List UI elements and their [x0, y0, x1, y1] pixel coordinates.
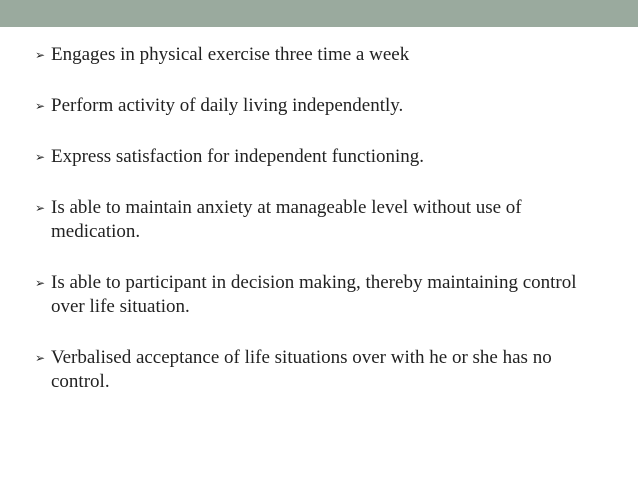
bullet-text: Verbalised acceptance of life situations over with he or she has no control.: [51, 347, 552, 392]
arrowhead-right-icon: ➢: [35, 99, 46, 113]
bullet-text: Engages in physical exercise three time a week: [51, 44, 410, 65]
bullet-item: [34, 43, 614, 67]
header-accent-bar: [0, 0, 638, 27]
bullet-text: Express satisfaction for independent functioning.: [51, 146, 425, 167]
bullet-text: Is able to maintain anxiety at manageable level without use of medication.: [51, 197, 522, 242]
bullet-item: [34, 196, 614, 244]
bullet-item: [34, 346, 614, 394]
arrowhead-right-icon: ➢: [35, 351, 46, 365]
bullet-item: [34, 94, 614, 118]
arrowhead-right-icon: ➢: [35, 150, 46, 164]
bullet-text: Perform activity of daily living independently.: [51, 95, 404, 116]
arrowhead-right-icon: ➢: [35, 276, 46, 290]
bullet-list: [34, 43, 614, 394]
bullet-item: [34, 145, 614, 169]
bullet-item: [34, 271, 614, 319]
arrowhead-right-icon: ➢: [35, 201, 46, 215]
arrowhead-right-icon: ➢: [35, 48, 46, 62]
bullet-text: Is able to participant in decision making, thereby maintaining control over life situation.: [51, 272, 577, 317]
